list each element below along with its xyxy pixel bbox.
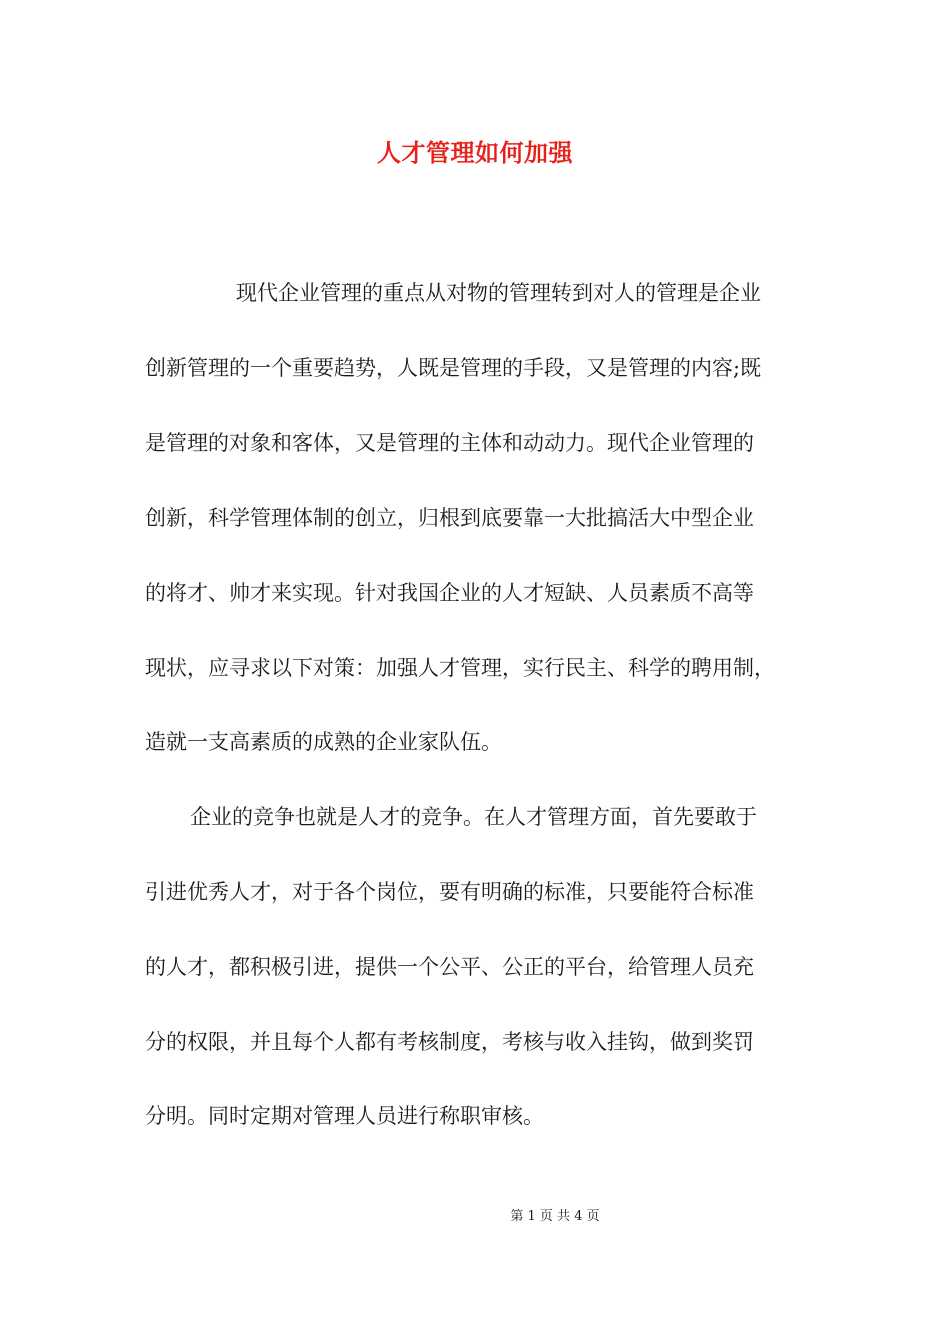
paragraph-line: 的人才，都积极引进，提供一个公平、公正的平台，给管理人员充 xyxy=(145,955,754,979)
paragraph-line: 分的权限，并且每个人都有考核制度，考核与收入挂钩，做到奖罚 xyxy=(145,1030,754,1054)
paragraph-line: 是管理的对象和客体，又是管理的主体和动动力。现代企业管理的 xyxy=(145,431,754,455)
paragraph-line: 的将才、帅才来实现。针对我国企业的人才短缺、人员素质不高等 xyxy=(145,581,754,605)
paragraph-line: 创新管理的一个重要趋势，人既是管理的手段，又是管理的内容;既 xyxy=(145,356,762,380)
paragraph-line: 现状，应寻求以下对策：加强人才管理，实行民主、科学的聘用制， xyxy=(145,656,775,680)
paragraph-line: 引进优秀人才，对于各个岗位，要有明确的标准，只要能符合标准 xyxy=(145,880,754,904)
document-title: 人才管理如何加强 xyxy=(377,138,573,167)
paragraph-line: 创新，科学管理体制的创立，归根到底要靠一大批搞活大中型企业 xyxy=(145,506,754,530)
page-number-footer: 第 1 页 共 4 页 xyxy=(510,1209,600,1224)
paragraph-line: 分明。同时定期对管理人员进行称职审核。 xyxy=(145,1104,544,1128)
paragraph-line: 造就一支高素质的成熟的企业家队伍。 xyxy=(145,730,502,754)
paragraph-line: 企业的竞争也就是人才的竞争。在人才管理方面，首先要敢于 xyxy=(190,805,757,829)
paragraph-line: 现代企业管理的重点从对物的管理转到对人的管理是企业 xyxy=(236,281,761,305)
